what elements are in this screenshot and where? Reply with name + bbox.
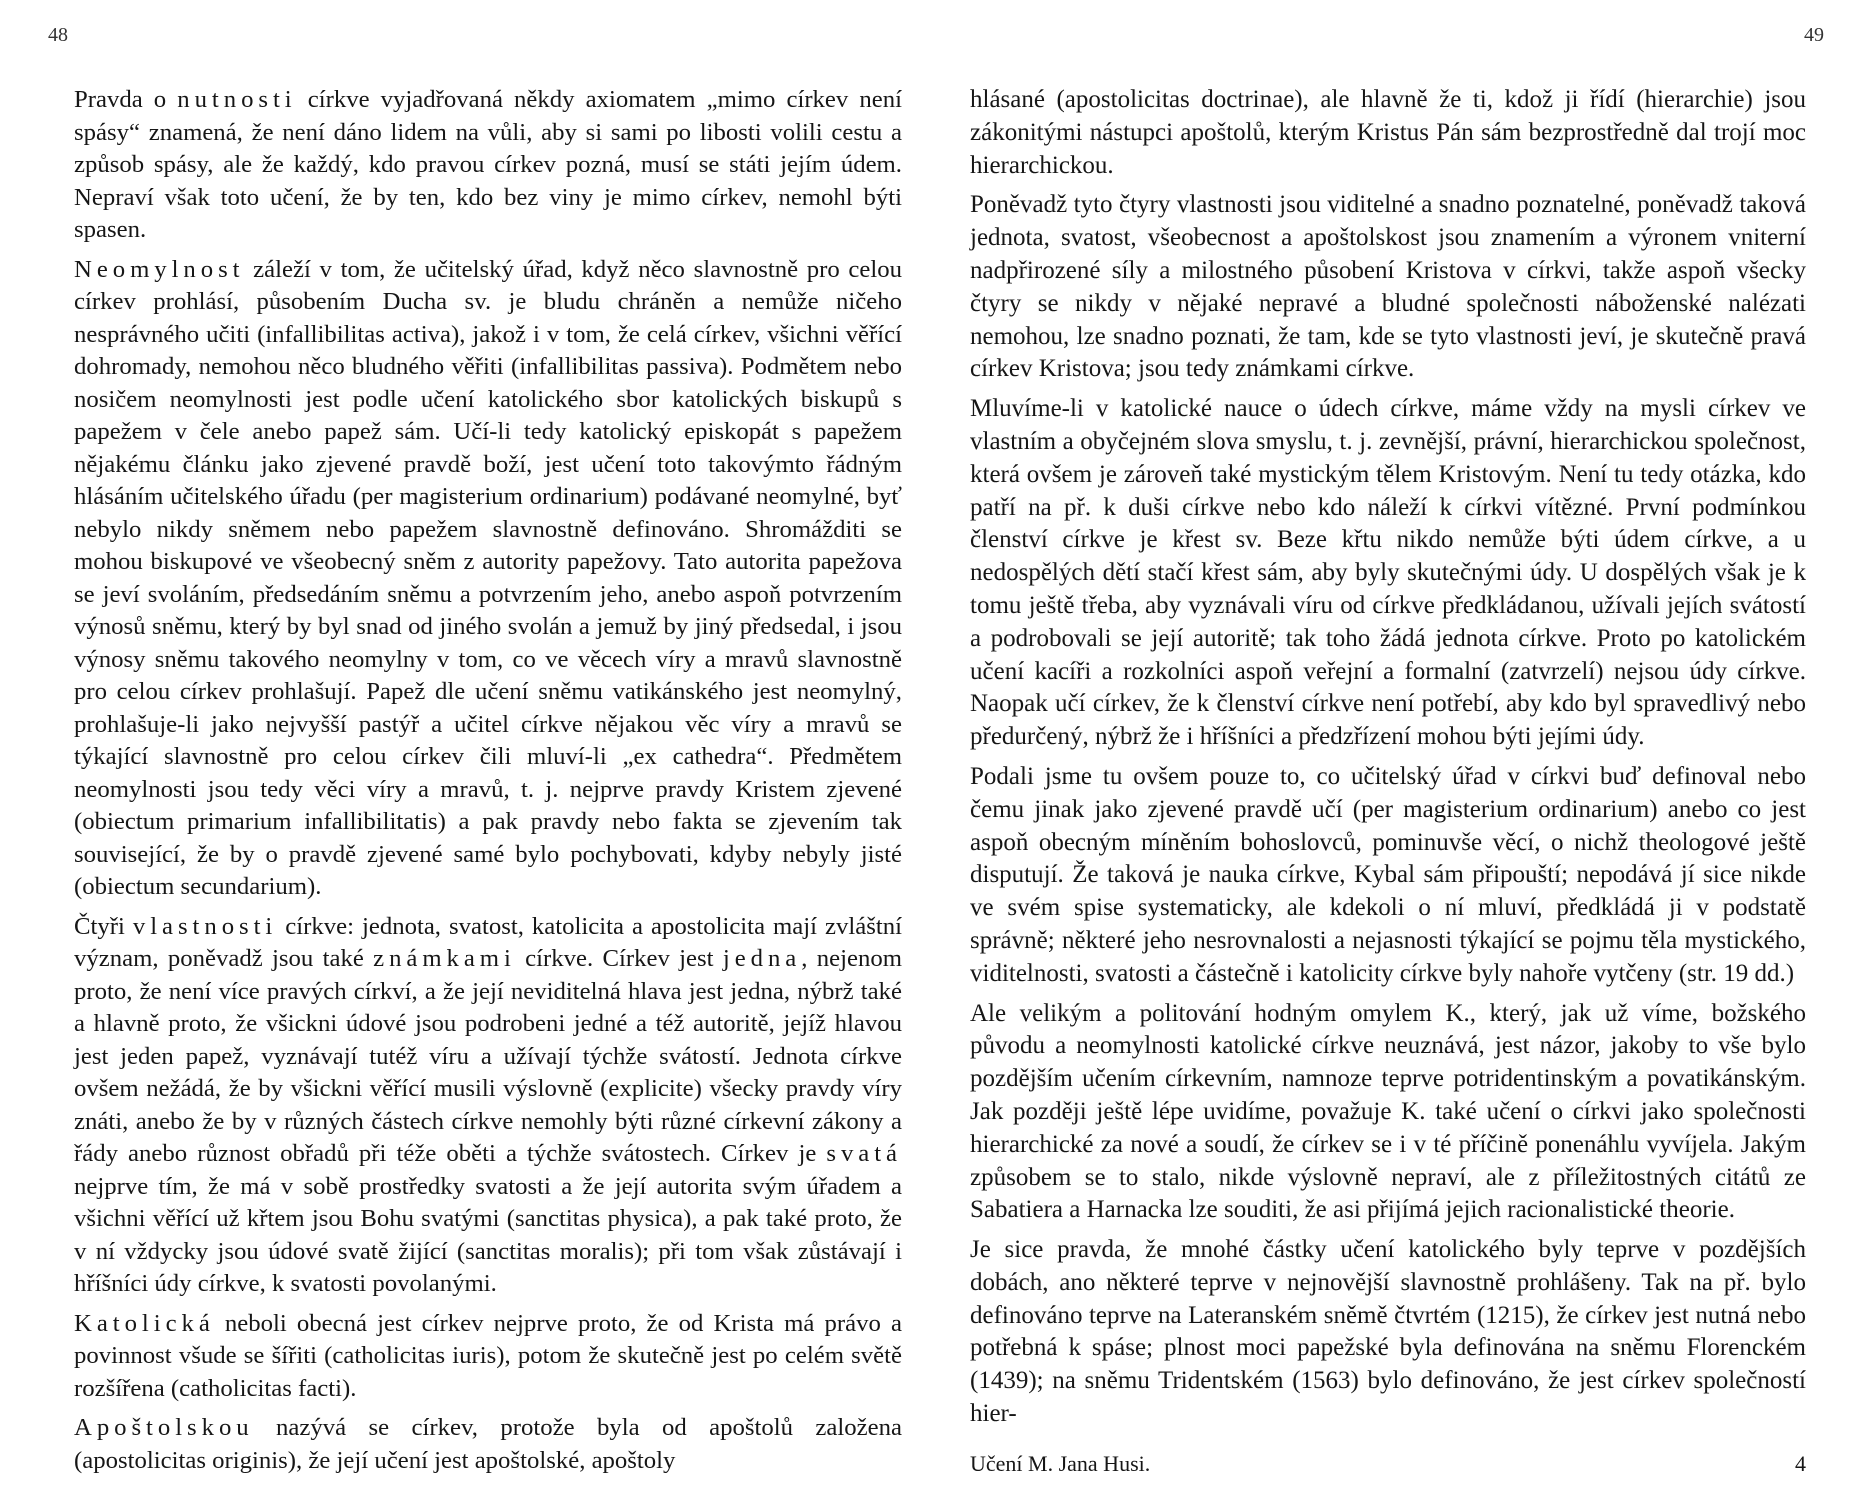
- paragraph: [74, 1412, 902, 1477]
- paragraph: [74, 84, 902, 247]
- paragraph: [970, 189, 1806, 386]
- paragraph: [74, 911, 902, 1301]
- running-footer-title: Učení M. Jana Husi.: [970, 1451, 1151, 1476]
- text-run: církve vyjadřovaná někdy axiomatem „mimo církev není spásy“ znamená, že není dáno lidem na vůli, aby si sami po libosti volili cestu a způsob spásy, ale že každý, kdo pravou církev pozná, musí se státi jejím údem. Nepraví však toto učení, že by ten, kdo bez viny je mimo církev, nemohl býti spasen.: [74, 86, 902, 243]
- text-run: nejprve tím, že má v sobě prostředky svatosti a že její autorita svým úřadem a všichni věřící už křtem jsou Bohu svatými (sanctitas physica), a pak také proto, že v ní vždycky jsou údové svatě žijící (sanctitas moralis); při tom však zůstávají i hříšníci údy církve, k svatosti povolanými.: [74, 1172, 902, 1297]
- text-run: Pravda o: [74, 86, 178, 113]
- paragraph: [74, 1308, 902, 1406]
- text-run: Je sice pravda, že mnohé částky učení katolického byly teprve v pozdějších dobách, ano některé teprve v nejnovější slavnostně prohlášeny. Tak na př. bylo definováno teprve na Lateranském sněmě čtvrtém (1215), že církev jest nutná nebo potřebná k spáse; plnost moci papežské byla definována na sněmu Florenckém (1439); na sněmu Tridentském (1563) bylo definováno, že jest církev společností hier-: [970, 1236, 1806, 1428]
- paragraph: [970, 84, 1806, 182]
- spaced-emphasis: jedna: [722, 945, 802, 972]
- spaced-emphasis: vlastnosti: [132, 912, 278, 940]
- spaced-emphasis: Neomylnost: [74, 255, 245, 283]
- text-run: , nejenom proto, že není více pravých církví, a že její neviditelná hlava jest jedna, nýbrž také a hlavně proto, že všickni údové jsou podrobeni jedné a též autoritě, jejíž hlavou jest jeden papež, vyznávají tutéž víru a užívají týchže svátostí. Jednota církve ovšem nežádá, že by všickni věřící musili výslovně (explicite) všecky pravdy víry znáti, anebo že by v různých částech církve nemohly býti různé církevní zákony a řády anebo různost obřadů při téže oběti a týchže svátostech. Církev je: [74, 945, 902, 1167]
- text-run: neboli obecná jest církev nejprve proto, že od Krista má právo a povinnost všude se šířiti (catholicitas iuris), potom že skutečně jest po celém světě rozšířena (catholicitas facti).: [74, 1309, 902, 1402]
- spaced-emphasis: Apoštolskou: [74, 1414, 254, 1441]
- page-number-right: 49: [1804, 24, 1824, 46]
- text-run: záleží v tom, že učitelský úřad, když něco slavnostně pro celou církev prohlásí, působením Ducha sv. je bludu chráněn a nemůže ničeho nesprávného učiti (infallibilitas activa), jakož i v tom, že celá církev, všichni věřící dohromady, nemohou něco bludného věřiti (infallibilitas passiva). Podmětem nebo nosičem neomylnosti jest podle učení katolického sbor katolických biskupů s papežem v čele anebo papež sám. Učí-li tedy katolický episkopát s papežem nějakému článku jako zjevené pravdě boží, jest učení toto takovýmto řádným hlásáním učitelského úřadu (per magisterium ordinarium) podávané neomylné, byť nebylo nikdy sněmem nebo papežem slavnostně definováno. Shromážditi se mohou biskupové ve všeobecný sněm z autority papežovy. Tato autorita papežova se jeví svoláním, předsedáním sněmu a potvrzením jeho, anebo aspoň potvrzením výnosů sněmu, který by byl snad od jiného svolán a jemuž by jiný předsedal, i jsou výnosy sněmu takového neomylny v tom, co ve věcech víry a mravů slavnostně pro celou církev prohlašují. Papež dle učení sněmu vatikánského jest neomylný, prohlašuje-li jako nejvyšší pastýř a učitel církve nějakou věc víry a mravů se týkající slavnostně pro celou církev čili mluví-li „ex cathedra“. Předmětem neomylnosti jsou tedy věci víry a mravů, t. j. nejprve pravdy Kristem zjevené (obiectum primarium infallibilitatis) a pak pravdy nebo fakta se zjevením tak související, že by o pravdě zjevené samé bylo pochybovati, kdyby nebyly jisté (obiectum secundarium).: [74, 255, 902, 900]
- spaced-emphasis: svatá: [826, 1140, 902, 1167]
- text-run: církve. Církev jest: [515, 945, 723, 972]
- spaced-emphasis: známkami: [373, 945, 516, 972]
- page-number-left: 48: [48, 24, 68, 46]
- text-run: Čtyři: [74, 912, 133, 940]
- text-run: nazývá se církev, protože byla od apoštolů založena (apostolicitas originis), že její učení jest apoštolské, apoštoly: [74, 1414, 902, 1474]
- spaced-emphasis: nutnosti: [177, 86, 297, 113]
- signature-mark: 4: [1795, 1451, 1806, 1476]
- text-run: Mluvíme-li v katolické nauce o údech církve, máme vždy na mysli církev ve vlastním a obyčejném slova smyslu, t. j. zevnější, právní, hierarchickou společnost, která ovšem je zároveň také mystickým tělem Kristovým. Není tu tedy otázka, kdo patří na př. k duši církve nebo kdo náleží k církvi vítězné. První podmínkou členství církve je křest sv. Beze křtu nikdo nemůže býti údem církve, a u nedospělých dětí stačí křest sám, aby byly skutečnými údy. U dospělých však je k tomu ještě třeba, aby vyznávali víru od církve předkládanou, užívali jejích svátostí a podrobovali se její autoritě; tak toho žádá jednota církve. Proto po katolickém učení kacíři a rozkolníci aspoň veřejní a formalní (zatvrzelí) nejsou údy církve. Naopak učí církev, že k členství církve není potřebí, aby kdo byl spravedlivý nebo předurčený, nýbrž že i hříšníci a předzřízení mohou býti jejími údy.: [970, 395, 1806, 751]
- text-run: církve: jednota, svatost, katolicita a apostolicita mají zvláštní význam, poněvadž jsou také: [74, 912, 902, 972]
- paragraph: [74, 254, 902, 904]
- text-run: Ale velikým a politování hodným omylem K., který, jak už víme, božského původu a neomylnosti katolické církve neuznává, jest názor, jakoby to vše bylo pozdějším učením církevním, namnoze teprve potridentinským a povatikánským. Jak později ještě lépe uvidíme, považuje K. také učení o církvi jako společnosti hierarchické za nové a soudí, že církev se i v té příčině ponenáhlu vyvíjela. Jakým způsobem se to stalo, nikde výslovně nepraví, ale z příležitostných citátů ze Sabatiera a Harnacka lze souditi, že asi přijímá jejich racionalistické theorie.: [970, 999, 1806, 1224]
- text-run: Podali jsme tu ovšem pouze to, co učitelský úřad v církvi buď definoval nebo čemu jinak jako zjevené pravdě učí (per magisterium ordinarium) anebo co jest aspoň obecným míněním bohoslovců, pominuvše věcí, o nichž theologové ještě disputují. Že taková je nauka církve, Kybal sám připouští; nepodává jí sice nikde ve svém spise systematicky, ale kdekoli o ní mluví, předkládá ji v podstatě správně; některé jeho nesrovnalosti a nejasnosti týkající se pojmu těla mystického, viditelnosti, svatosti a částečně i katolicity církve byly nahoře vytčeny (str. 19 dd.): [970, 762, 1806, 987]
- right-page: [931, 0, 1862, 1500]
- paragraph: [970, 998, 1806, 1228]
- paragraph: [970, 1234, 1806, 1431]
- text-run: Poněvadž tyto čtyry vlastnosti jsou viditelné a snadno poznatelné, poněvadž taková jednota, svatost, všeobecnost a apoštolskost jsou znamením a výronem vniterní nadpřirozené síly a milostného působení Kristova v církvi, takže aspoň všecky čtyry se nikdy v nějaké nepravé a bludné společnosti náboženské nalézati nemohou, lze snadno poznati, že tam, kde se tyto vlastnosti jeví, je skutečně pravá církev Kristova; jsou tedy známkami církve.: [970, 191, 1806, 383]
- text-run: hlásané (apostolicitas doctrinae), ale hlavně že ti, kdož ji řídí (hierarchie) jsou zákonitými nástupci apoštolů, kterým Kristus Pán sám bezprostředně dal trojí moc hierarchickou.: [970, 86, 1806, 179]
- right-text-column: [970, 84, 1806, 1438]
- left-text-column: [74, 84, 902, 1484]
- paragraph: [970, 761, 1806, 991]
- spaced-emphasis: Katolická: [74, 1309, 215, 1337]
- paragraph: [970, 393, 1806, 754]
